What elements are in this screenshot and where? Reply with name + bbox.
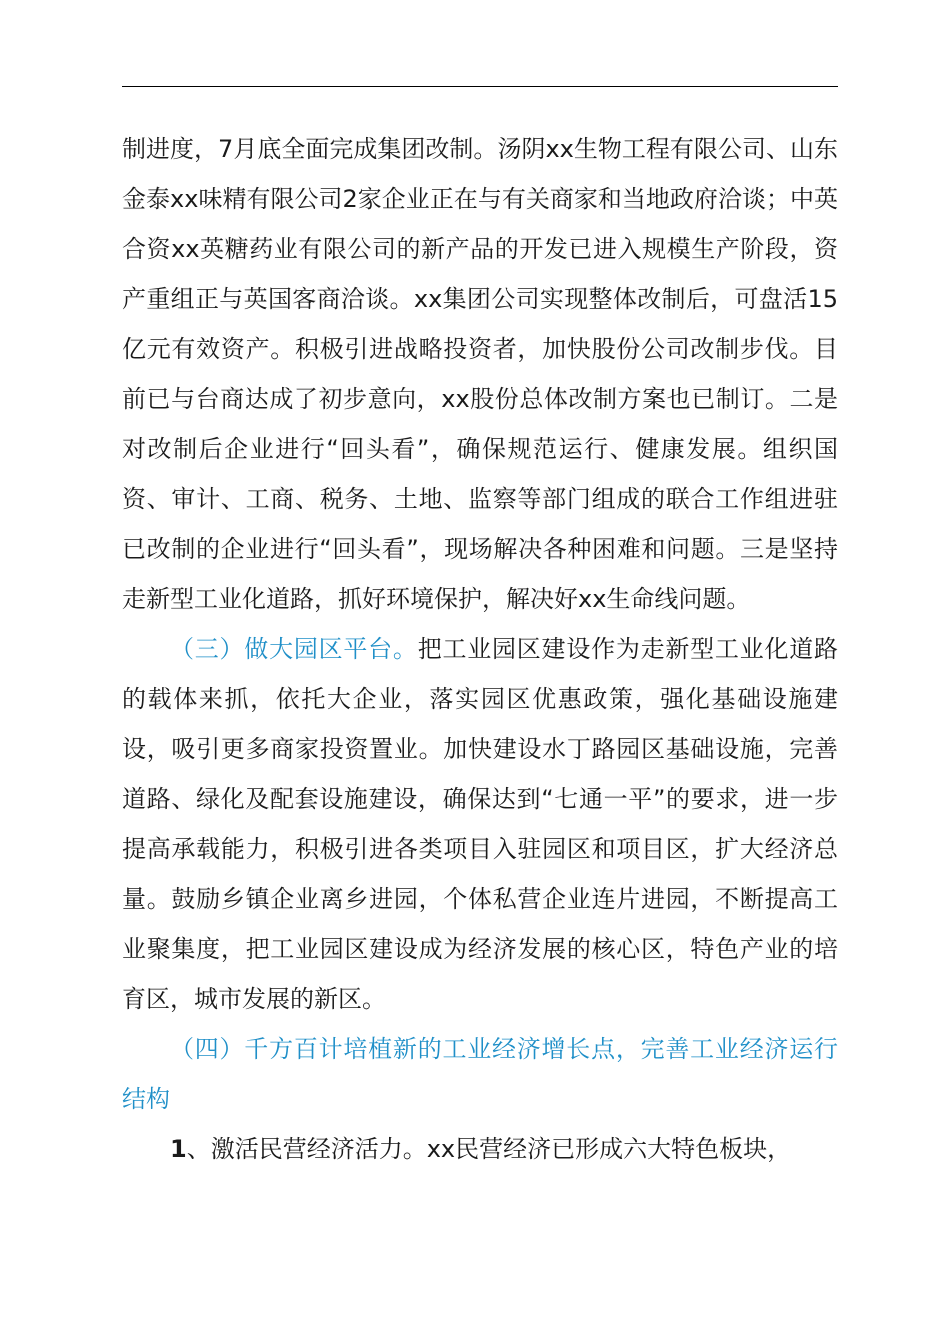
section-3-body: 把工业园区建设作为走新型工业化道路的载体来抓，依托大企业，落实园区优惠政策，强化基础设施建设，吸引更多商家投资置业。加快建设水丁路园区基础设施，完善道路、绿化及配套设施建设，确保达到“七通一平”的要求，进一步提高承载能力，积极引进各类项目入驻园区和项目区，扩大经济总量。鼓励乡镇企业离乡进园，个体私营企业连片进园，不断提高工业聚集度，把工业园区建设成为经济发展的核心区，特色产业的培育区，城市发展的新区。 xyxy=(122,635,839,1013)
item-1-paragraph xyxy=(122,1124,838,1174)
document-body xyxy=(122,124,838,1174)
item-1-number: 1 xyxy=(170,1135,187,1163)
section-4-heading: （四）千方百计培植新的工业经济增长点，完善工业经济运行结构 xyxy=(122,1035,838,1113)
header-rule xyxy=(122,86,838,87)
paragraph-1: 制进度，7月底全面完成集团改制。汤阴xx生物工程有限公司、山东金泰xx味精有限公司2家企业正在与有关商家和当地政府洽谈；中英合资xx英糖药业有限公司的新产品的开发已进入规模生产阶段，资产重组正与英国客商洽谈。xx集团公司实现整体改制后，可盘活15亿元有效资产。积极引进战略投资者，加快股份公司改制步伐。目前已与台商达成了初步意向，xx股份总体改制方案也已制订。二是对改制后企业进行“回头看”，确保规范运行、健康发展。组织国资、审计、工商、税务、土地、监察等部门组成的联合工作组进驻已改制的企业进行“回头看”，现场解决各种困难和问题。三是坚持走新型工业化道路，抓好环境保护，解决好xx生命线问题。 xyxy=(122,135,838,613)
item-1-body: 、激活民营经济活力。xx民营经济已形成六大特色板块， xyxy=(186,1135,792,1163)
section-3-heading: （三）做大园区平台。 xyxy=(170,635,418,663)
section-3-paragraph xyxy=(122,624,838,1024)
